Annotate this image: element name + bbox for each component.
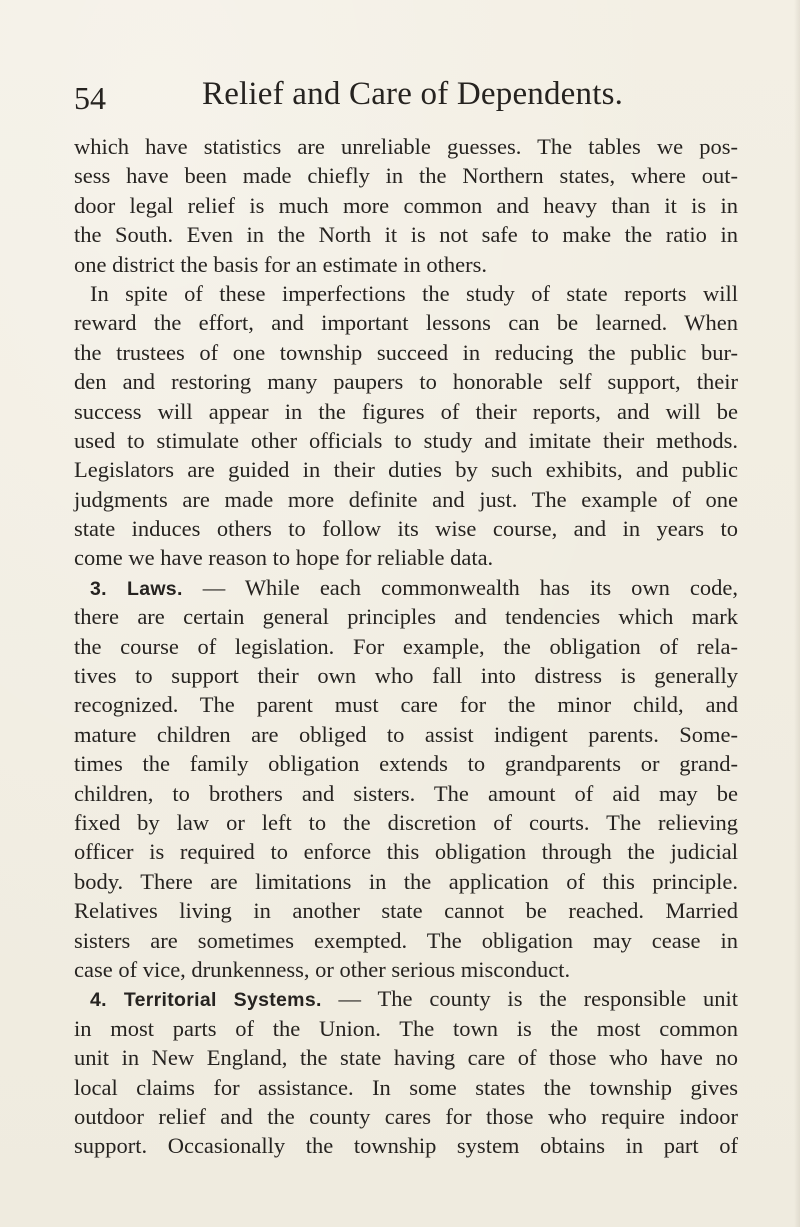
text-line: there are certain general principles and tendencies which mark [74,604,738,630]
text-line: the course of legislation. For example, the obligation of rela- [74,633,738,659]
text-line: come we have reason to hope for reliable data. [74,545,494,571]
text-line: Legislators are guided in their duties by such exhibits, and public [74,457,738,483]
page-number: 54 [74,80,106,116]
text-line: state induces others to follow its wise course, and in years to [74,516,738,542]
text-line: which have statistics are unreliable guesses. The tables we pos- [74,134,738,159]
text-line: the South. Even in the North it is not safe to make the ratio in [74,222,738,248]
text-line: sess have been made chiefly in the Northern states, where out- [74,163,738,189]
text-line: support. Occasionally the township system obtains in part of [74,1133,738,1159]
text-line: Relatives living in another state cannot be reached. Married [74,898,738,924]
text-line: door legal relief is much more common and heavy than it is in [74,192,738,218]
text-line: officer is required to enforce this obligation through the judicial [74,839,738,865]
text-line: recognized. The parent must care for the minor child, and [74,692,738,718]
page-gutter-shadow [794,0,800,1227]
text-line: sisters are sometimes exempted. The obligation may cease in [74,927,738,953]
section-heading-territorial-systems: 4. Territorial Systems. — The county is the responsible unit [90,986,738,1012]
section-label: 4. Territorial Systems. [90,989,322,1012]
text-line: reward the effort, and important lessons can be learned. When [74,310,738,336]
text-line: the trustees of one township succeed in reducing the public bur- [74,339,738,365]
text-line: den and restoring many paupers to honorable self support, their [74,369,738,395]
text-line: tives to support their own who fall into distress is generally [74,663,738,689]
text-line: one district the basis for an estimate in others. [74,251,488,277]
body-text [74,132,738,1161]
text-line: case of vice, drunkenness, or other serious misconduct. [74,956,571,982]
text-line: unit in New England, the state having care of those who have no [74,1045,738,1071]
text-line: In spite of these imperfections the study of state reports will [90,280,738,306]
text-line: local claims for assistance. In some states the township gives [74,1074,738,1100]
text-line: mature children are obliged to assist indigent parents. Some- [74,721,738,747]
text-line: used to stimulate other officials to study and imitate their methods. [74,427,738,453]
page-header [74,76,734,126]
running-title: Relief and Care of Dependents. [202,76,624,112]
text-line: in most parts of the Union. The town is the most common [74,1015,738,1041]
text-line: children, to brothers and sisters. The amount of aid may be [74,780,738,806]
text-line: outdoor relief and the county cares for those who require indoor [74,1103,738,1129]
text-line: success will appear in the figures of their reports, and will be [74,398,738,424]
text-line: times the family obligation extends to grandparents or grand- [74,751,738,777]
section-heading-laws: 3. Laws. — While each commonwealth has its own code, [90,574,738,600]
text-line: fixed by law or left to the discretion of courts. The relieving [74,809,738,835]
section-label: 3. Laws. [90,577,183,600]
text-line: body. There are limitations in the application of this principle. [74,868,738,894]
text-line: judgments are made more definite and just. The example of one [74,486,738,512]
